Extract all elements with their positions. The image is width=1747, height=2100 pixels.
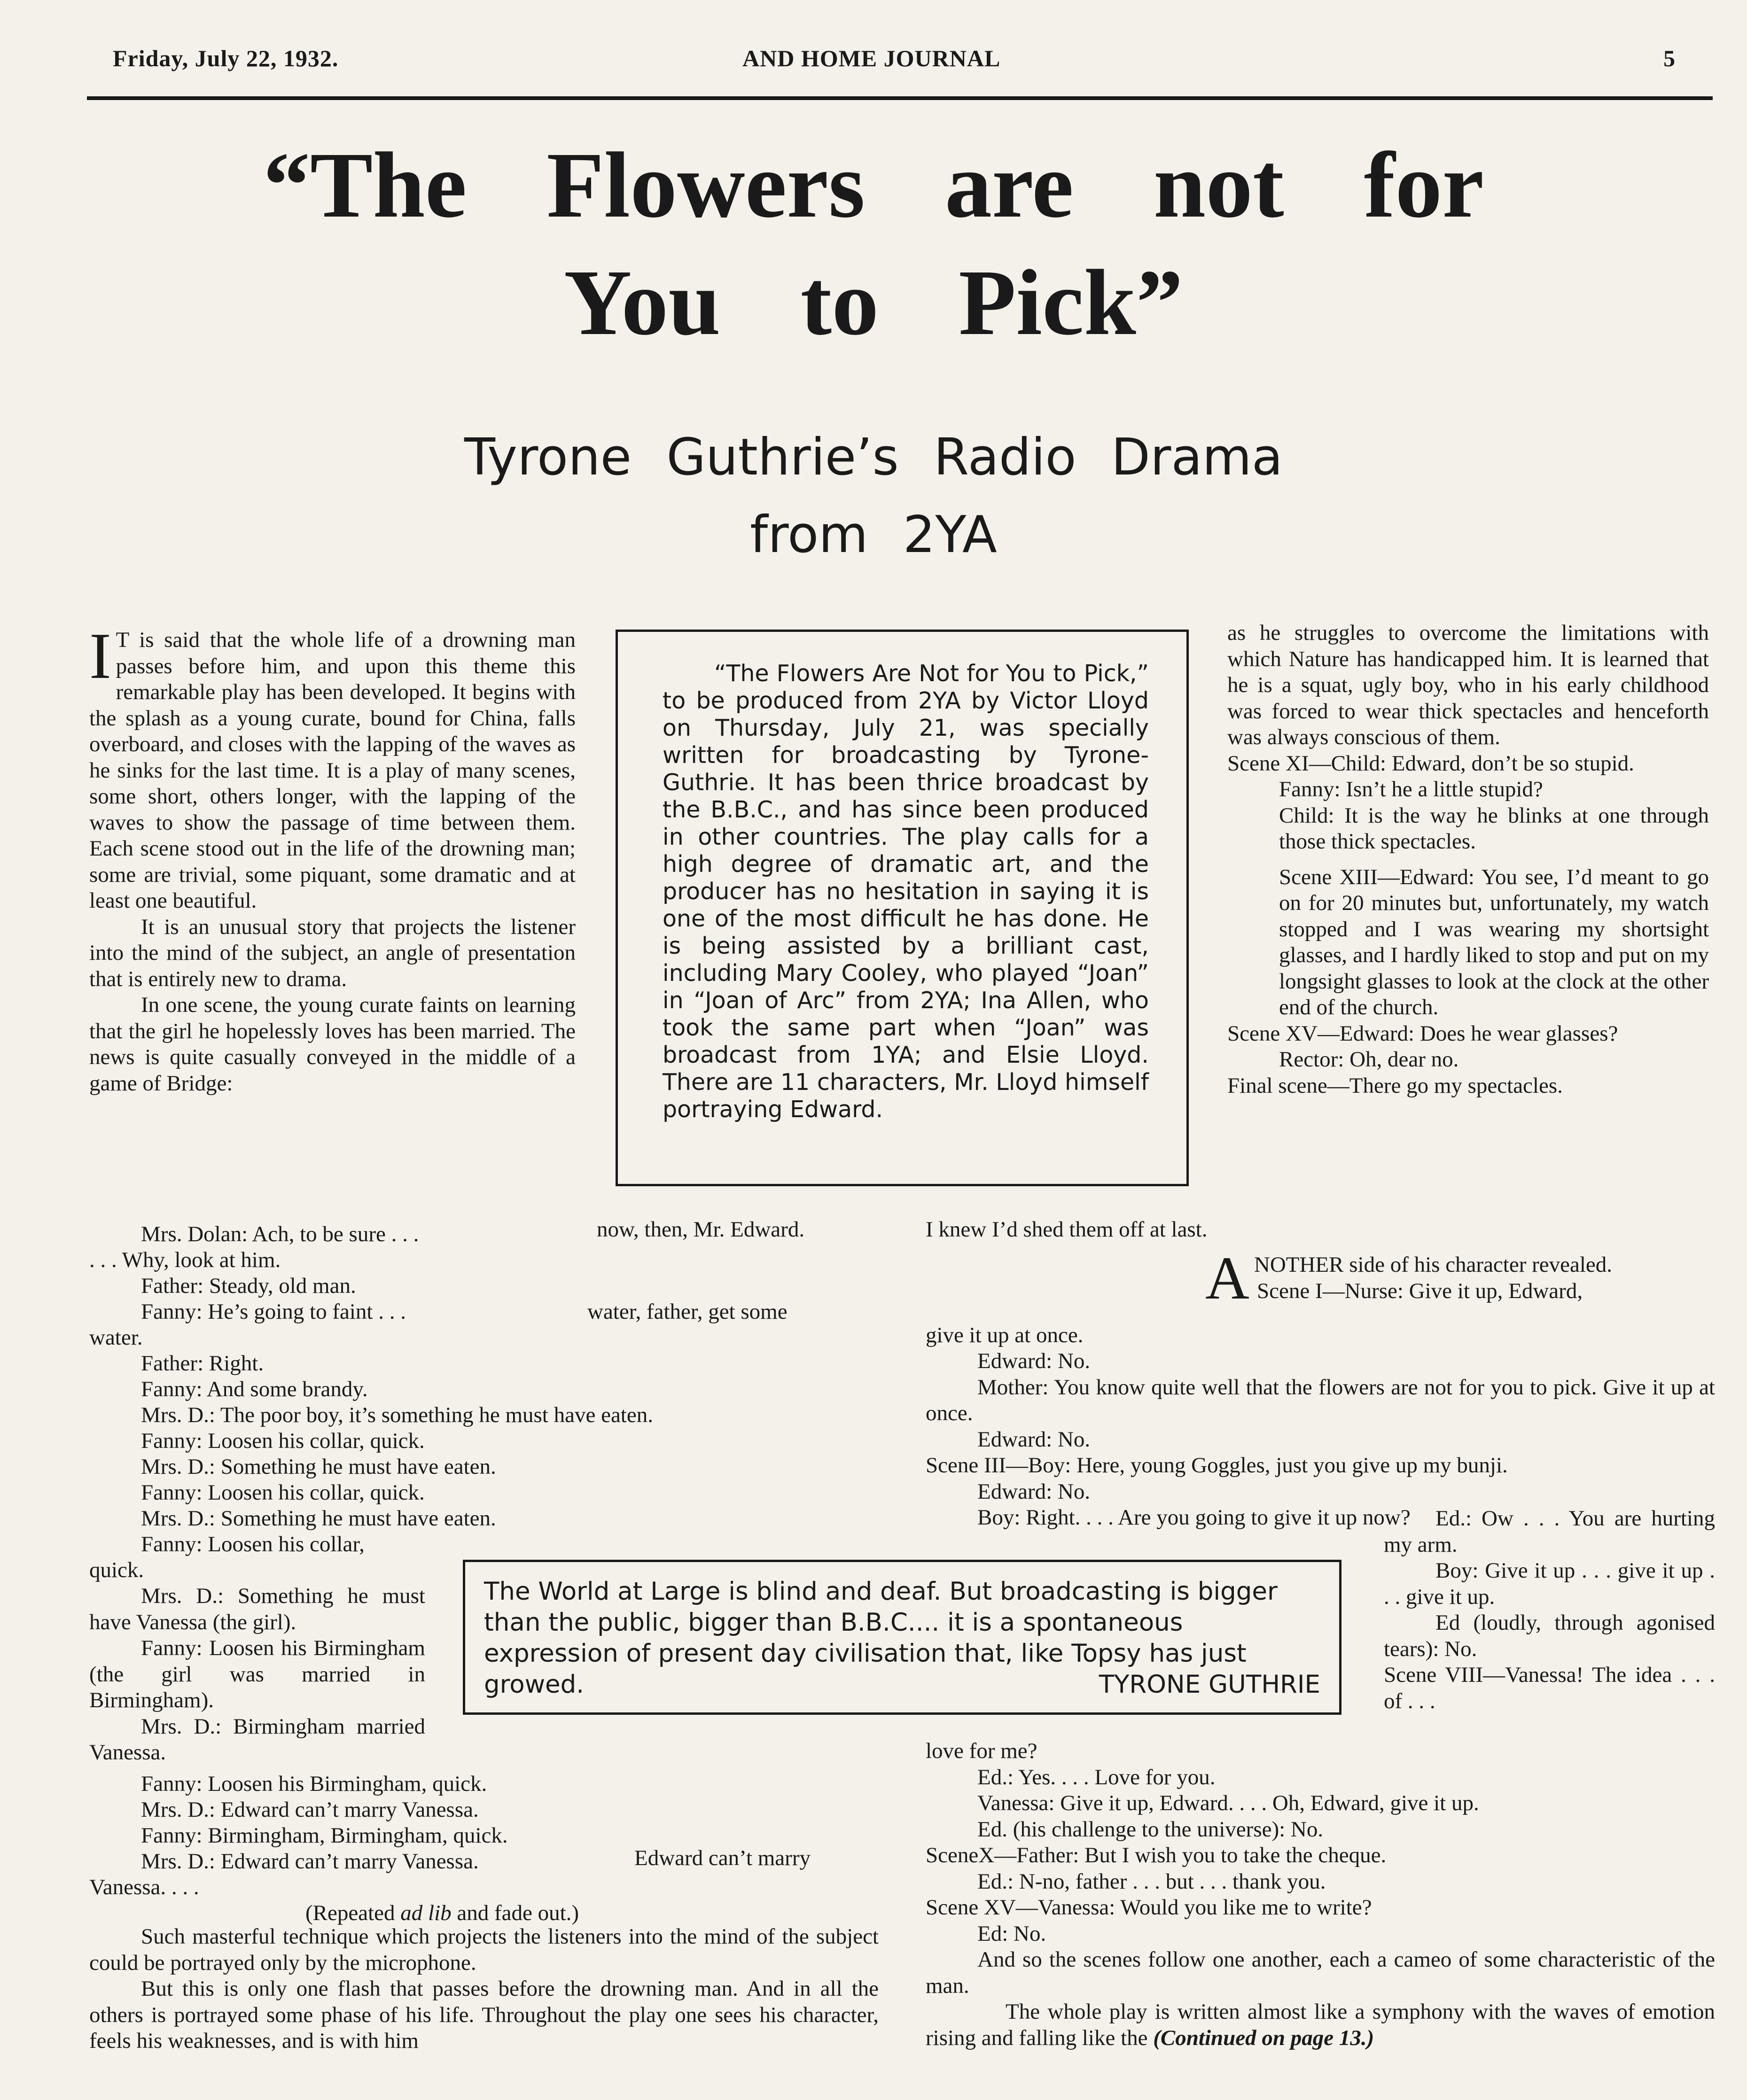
dialogue-boy-right: Boy: Right. . . . Are you going to give it up now?	[977, 1505, 1411, 1530]
paragraph-masterful: Such masterful technique which projects the listeners into the mind of the subject could be portrayed only by the microphone.	[89, 1924, 879, 1975]
dialogue-ow: Ed.: Ow . . . You are hurting my arm.	[1384, 1506, 1715, 1557]
dialogue-cant-marry-2: Mrs. D.: Edward can’t marry Vanessa.	[141, 1849, 479, 1874]
dialogue-edward-no-2: Edward: No.	[977, 1427, 1091, 1452]
article-title-line2: You to Pick”	[564, 251, 1183, 355]
dialogue-loosen-birmingham-quick: Fanny: Loosen his Birmingham, quick.	[141, 1772, 487, 1796]
dialogue-love-for-me: love for me?	[926, 1739, 1037, 1763]
dialogue-ed-no-final: Ed: No.	[977, 1921, 1046, 1946]
article-title-line1: “The Flowers are not for	[263, 133, 1484, 237]
paragraph-scenes-follow: And so the scenes follow one another, each a cameo of some characteristic of the man.	[926, 1947, 1715, 1998]
stage-direction-ad-lib: ad lib	[400, 1901, 452, 1925]
column-right-lower	[926, 1738, 1715, 2051]
dialogue-mother: Mother: You know quite well that the flowers are not for you to pick. Give it up at once.	[926, 1375, 1715, 1425]
quote-text: The World at Large is blind and deaf. But broadcasting is bigger than the public, bigger than B.B.C.... it is a spontaneous expression of present day civilisation that, like Topsy has just growed.	[484, 1577, 1278, 1699]
header-rule	[87, 96, 1713, 100]
journal-name: AND HOME JOURNAL	[742, 45, 1001, 71]
dialogue-poor-boy: Mrs. D.: The poor boy, it’s something he must have eaten.	[141, 1403, 653, 1427]
dialogue-have-vanessa: Mrs. D.: Something he must have Vanessa (the girl).	[89, 1584, 425, 1634]
quote-author: TYRONE GUTHRIE	[1099, 1670, 1320, 1699]
another-side-line1: NOTHER side of his character revealed.	[1254, 1252, 1613, 1277]
dialogue-ed-challenge: Ed. (his challenge to the universe): No.	[977, 1817, 1324, 1842]
scene-i-nurse: Scene I—Nurse: Give it up, Edward,	[1257, 1278, 1583, 1303]
dialogue-edward-no-1: Edward: No.	[977, 1349, 1091, 1373]
column-left	[89, 620, 576, 1097]
dialogue-water: water.	[89, 1325, 143, 1350]
dialogue-scene-xv-write: Scene XV—Vanessa: Would you like me to write?	[926, 1895, 1372, 1920]
dialogue-vanessa-give: Vanessa: Give it up, Edward. . . . Oh, Edward, give it up.	[977, 1791, 1479, 1815]
dialogue-ed-yes: Ed.: Yes. . . . Love for you.	[977, 1765, 1216, 1789]
dialogue-eaten-1: Mrs. D.: Something he must have eaten.	[141, 1454, 496, 1479]
dialogue-cant-marry-1: Mrs. D.: Edward can’t marry Vanessa.	[141, 1797, 479, 1822]
production-note-box	[616, 630, 1189, 1186]
another-side-heading	[1205, 1244, 1715, 1312]
guthrie-quote-box	[463, 1560, 1341, 1715]
dialogue-scene-xi: Scene XI—Child: Edward, don’t be so stupid.	[1227, 751, 1634, 776]
dialogue-quick: quick.	[89, 1558, 144, 1582]
dialogue-ed-no-father: Ed.: N-no, father . . . but . . . thank you.	[977, 1869, 1326, 1894]
dialogue-mrs-dolan: Mrs. Dolan: Ach, to be sure . . .	[141, 1222, 419, 1246]
dialogue-eaten-2: Mrs. D.: Something he must have eaten.	[141, 1506, 496, 1531]
continued-link[interactable]: (Continued on page 13.)	[1153, 2025, 1374, 2050]
issue-date: Friday, July 22, 1932.	[113, 45, 339, 71]
dialogue-father-steady: Father: Steady, old man.	[141, 1274, 356, 1298]
dialogue-boy-give: Boy: Give it up . . . give it up . . . give it up.	[1384, 1558, 1715, 1609]
dialogue-birmingham-quick: Fanny: Birmingham, Birmingham, quick.	[141, 1823, 508, 1848]
dialogue-scene-viii: Scene VIII—Vanessa! The idea . . . of . . .	[1384, 1663, 1715, 1713]
column-right-upper	[1227, 620, 1709, 1099]
dialogue-scene-xiii: Scene XIII—Edward: You see, I’d meant to go on for 20 minutes but, unfortunately, my watch stopped and I was wearing my shortsight glasses, and I hardly liked to stop and put on my longsight glasses to look at the clock at the other end of the church.	[1279, 864, 1709, 1019]
intro-paragraph	[89, 620, 576, 914]
dialogue-ed-loudly: Ed (loudly, through agonised tears): No.	[1384, 1610, 1715, 1661]
dialogue-father-right: Father: Right.	[141, 1351, 264, 1376]
dialogue-loosen-2: Fanny: Loosen his collar, quick.	[141, 1480, 425, 1505]
stage-direction-pre: (Repeated	[305, 1901, 401, 1925]
intro-text: T is said that the whole life of a drowning man passes before him, and upon this theme this remarkable play has been developed. It begins with the splash as a young curate, bound for China, falls overboard, and closes with the lapping of the waves as he sinks for the last time. It is a play of many scenes, some short, others longer, with the lapping of the waves to show the passage of time between them. Each scene stood out in the life of the drowning man; some are trivial, some piquant, some dramatic and at least one beautiful.	[89, 628, 576, 913]
dialogue-cant-marry-3: Edward can’t marry	[634, 1846, 811, 1870]
dialogue-child-blinks: Child: It is the way he blinks at one through those thick spectacles.	[1279, 803, 1709, 854]
drop-cap-a: A	[1205, 1244, 1249, 1312]
dialogue-fanny-stupid: Fanny: Isn’t he a little stupid?	[1279, 777, 1543, 801]
stage-direction	[305, 1900, 579, 1927]
dialogue-vanessa-ellipsis: Vanessa. . . .	[89, 1875, 199, 1899]
dialogue-birmingham-married: Mrs. D.: Birmingham married Vanessa.	[89, 1714, 425, 1765]
give-it-up-once: give it up at once.	[926, 1323, 1084, 1347]
dialogue-loosen-1: Fanny: Loosen his collar, quick.	[141, 1429, 425, 1453]
dialogue-brandy: Fanny: And some brandy.	[141, 1377, 368, 1401]
paragraph-limitations: as he struggles to overcome the limitations with which Nature has handicapped him. It is learned that he is a squat, ugly boy, who in his early childhood was forced to wear thick spectacles and henceforth was always conscious of them.	[1227, 621, 1709, 749]
dialogue-scene-iii: Scene III—Boy: Here, young Goggles, just you give up my bunji.	[926, 1453, 1508, 1478]
dialogue-look-at-him: . . . Why, look at him.	[89, 1248, 281, 1272]
dialogue-fanny-faint: Fanny: He’s going to faint . . .	[141, 1299, 406, 1324]
production-note-text: “The Flowers Are Not for You to Pick,” to be produced from 2YA by Victor Lloyd on Thursday, July 21, was specially written for broadcasting by Tyrone-Guthrie. It has been thrice broadcast by the B.B.C., and has since been produced in other countries. The play calls for a high degree of dramatic art, and the producer has no hesitation in saying it is one of the most difficult he has done. He is being assisted by a brilliant cast, including Mary Cooley, who played “Joan” in “Joan of Arc” from 2YA; Ina Allen, who took the same part when “Joan” was broadcast from 1YA; and Elsie Lloyd. There are 11 characters, Mr. Lloyd himself portraying Edward.	[663, 660, 1149, 1123]
symphony-text: The whole play is written almost like a symphony with the waves of emotion rising and falling like the	[926, 1999, 1715, 2050]
page-number: 5	[1663, 45, 1676, 71]
dialogue-final-scene: Final scene—There go my spectacles.	[1227, 1073, 1563, 1098]
stage-direction-post: and fade out.)	[451, 1901, 579, 1925]
paragraph-unusual-story: It is an unusual story that projects the listener into the mind of the subject, an angle of presentation that is entirely new to drama.	[89, 914, 576, 991]
dialogue-loosen-birmingham: Fanny: Loosen his Birmingham (the girl was married in Birmingham).	[89, 1636, 425, 1712]
dialogue-edward-no-3: Edward: No.	[977, 1479, 1091, 1504]
dialogue-scene-x: SceneX—Father: But I wish you to take the cheque.	[926, 1843, 1387, 1867]
paragraph-one-flash: But this is only one flash that passes before the drowning man. And in all the others is portrayed some phase of his life. Throughout the play one sees his character, feels his weaknesses, and is with him	[89, 1976, 879, 2053]
paragraph-symphony	[926, 1999, 1715, 2051]
column-left-narrow	[89, 1583, 425, 1766]
drop-cap-i: I	[89, 620, 111, 692]
article-subtitle-line1: Tyrone Guthrie’s Radio Drama	[464, 428, 1283, 487]
article-subtitle-line2: from 2YA	[750, 506, 997, 564]
dialogue-rector: Rector: Oh, dear no.	[1279, 1047, 1459, 1072]
dialogue-water-father: water, father, get some	[587, 1299, 788, 1324]
dialogue-loosen-3: Fanny: Loosen his collar,	[141, 1532, 365, 1556]
paragraph-bridge-intro: In one scene, the young curate faints on learning that the girl he hopelessly loves has been married. The news is quite casually conveyed in the middle of a game of Bridge:	[89, 993, 576, 1096]
dialogue-mr-edward: now, then, Mr. Edward.	[597, 1217, 805, 1242]
column-right-narrow	[1384, 1506, 1715, 1714]
spectacles-end: I knew I’d shed them off at last.	[926, 1217, 1208, 1242]
dialogue-scene-xv-glasses: Scene XV—Edward: Does he wear glasses?	[1227, 1021, 1618, 1046]
column-right-scenes	[926, 1348, 1715, 1531]
column-left-conclusion	[89, 1924, 879, 2054]
